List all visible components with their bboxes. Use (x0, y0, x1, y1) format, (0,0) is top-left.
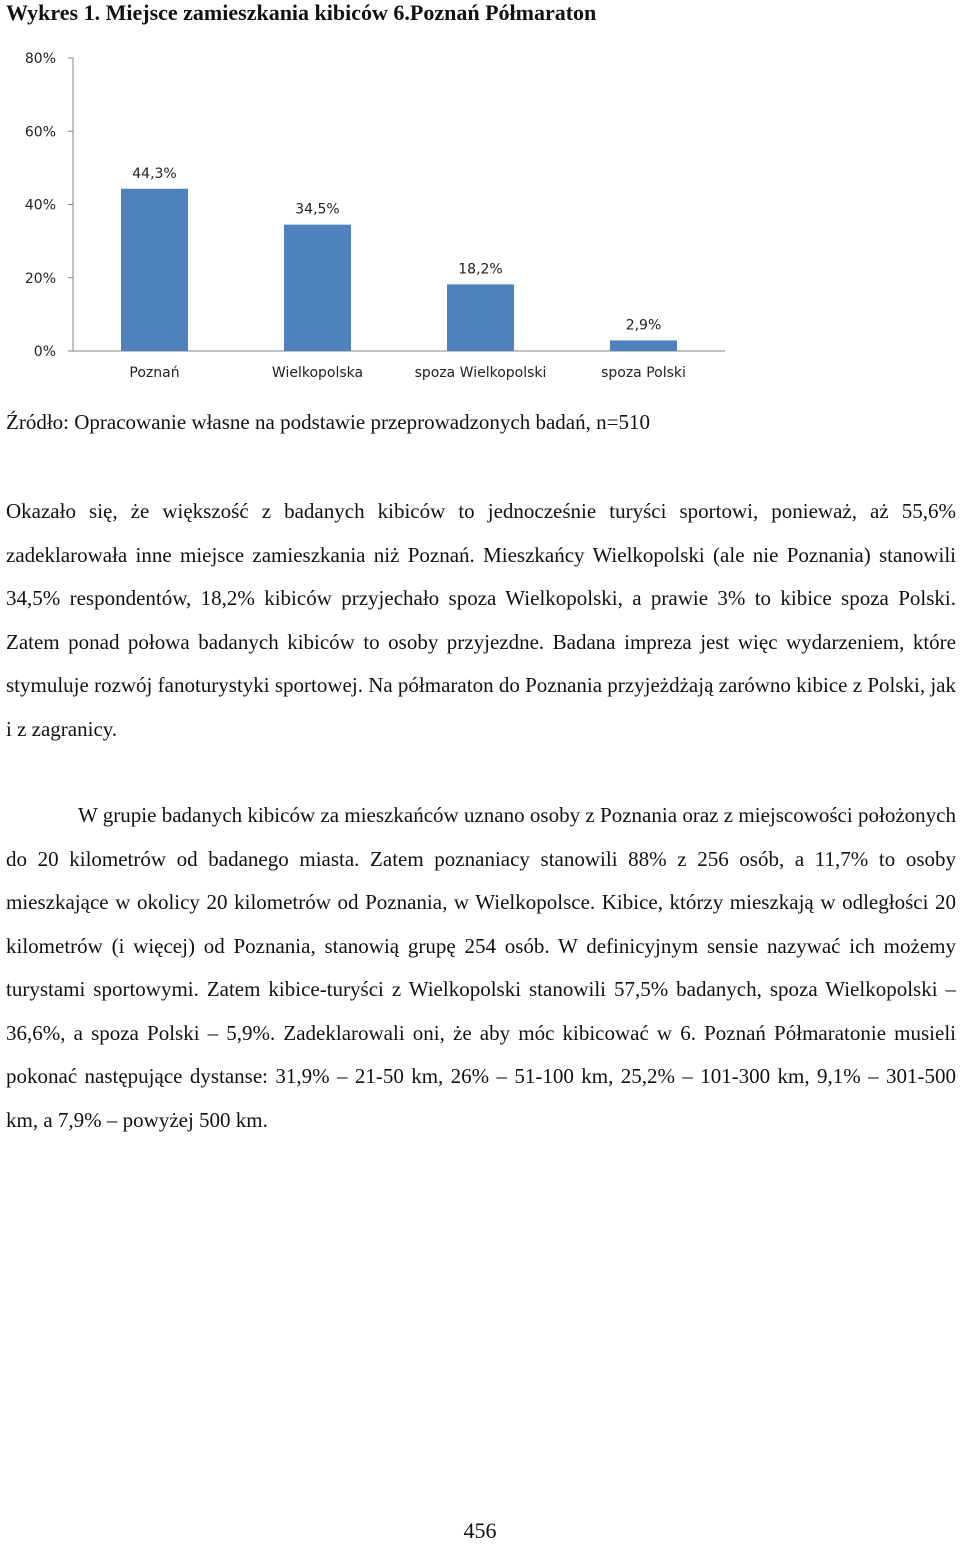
data-label: 44,3% (132, 165, 177, 182)
y-tick-label: 80% (24, 51, 56, 67)
x-tick-label: Poznań (129, 365, 180, 381)
x-tick-label: spoza Polski (601, 365, 686, 381)
page-number: 456 (463, 1518, 497, 1543)
data-label: 18,2% (458, 261, 503, 278)
y-tick-label: 40% (24, 197, 56, 214)
paragraph-1: Okazało się, że większość z badanych kibiców to jednocześnie turyści sportowi, ponieważ, aż 55,6% zadeklarowała inne miejsce zamieszkania niż Poznań. Mieszkańcy Wielkopolski (ale nie Poznania) stanowili 34,5% respondentów, 18,2% kibiców przyjechało spoza Wielkopolski, a prawie 3% to kibice spoza Polski. Zatem ponad połowa badanych kibiców to osoby przyjezdne. Badana impreza jest więc wydarzeniem, które stymuluje rozwój fanoturystyki sportowej. Na półmaraton do Poznania przyjeżdżają zarówno kibice z Polski, jak i z zagranicy. (6, 499, 956, 741)
bars (121, 166, 677, 351)
bar (610, 340, 677, 351)
bar (447, 284, 514, 351)
y-tick-label: 20% (24, 270, 56, 287)
y-tick-label: 0% (33, 344, 56, 360)
x-axis-labels (129, 365, 686, 381)
y-tick-label: 60% (24, 124, 56, 141)
figure-caption: Wykres 1. Miejsce zamieszkania kibiców 6.Poznań Półmaraton (6, 0, 597, 25)
bar (121, 189, 188, 351)
x-tick-label: spoza Wielkopolski (414, 365, 547, 381)
data-label: 2,9% (625, 317, 662, 334)
x-tick-label: Wielkopolska (271, 365, 364, 381)
paragraph-2: W grupie badanych kibiców za mieszkańców uznano osoby z Poznania oraz z miejscowości położonych do 20 kilometrów od badanego miasta. Zatem poznaniacy stanowili 88% z 256 osób, a 11,7% to osoby mieszkające w okolicy 20 kilometrów od Poznania, w Wielkopolsce. Kibice, którzy mieszkają w odległości 20 kilometrów (i więcej) od Poznania, stanowią grupę 254 osób. W definicyjnym sensie nazywać ich możemy turystami sportowymi. Zatem kibice-turyści z Wielkopolski stanowili 57,5% badanych, spoza Wielkopolski – 36,6%, a spoza Polski – 5,9%. Zadeklarowali oni, że aby móc kibicować w 6. Poznań Półmaratonie musieli pokonać następujące dystanse: 31,9% – 21-50 km, 26% – 51-100 km, 25,2% – 101-300 km, 9,1% – 301-500 km, a 7,9% – powyżej 500 km. (6, 803, 956, 1132)
bar (284, 225, 351, 351)
data-label: 34,5% (295, 201, 340, 218)
source-note: Źródło: Opracowanie własne na podstawie przeprowadzonych badań, n=510 (6, 410, 650, 434)
bar-chart (0, 40, 760, 390)
